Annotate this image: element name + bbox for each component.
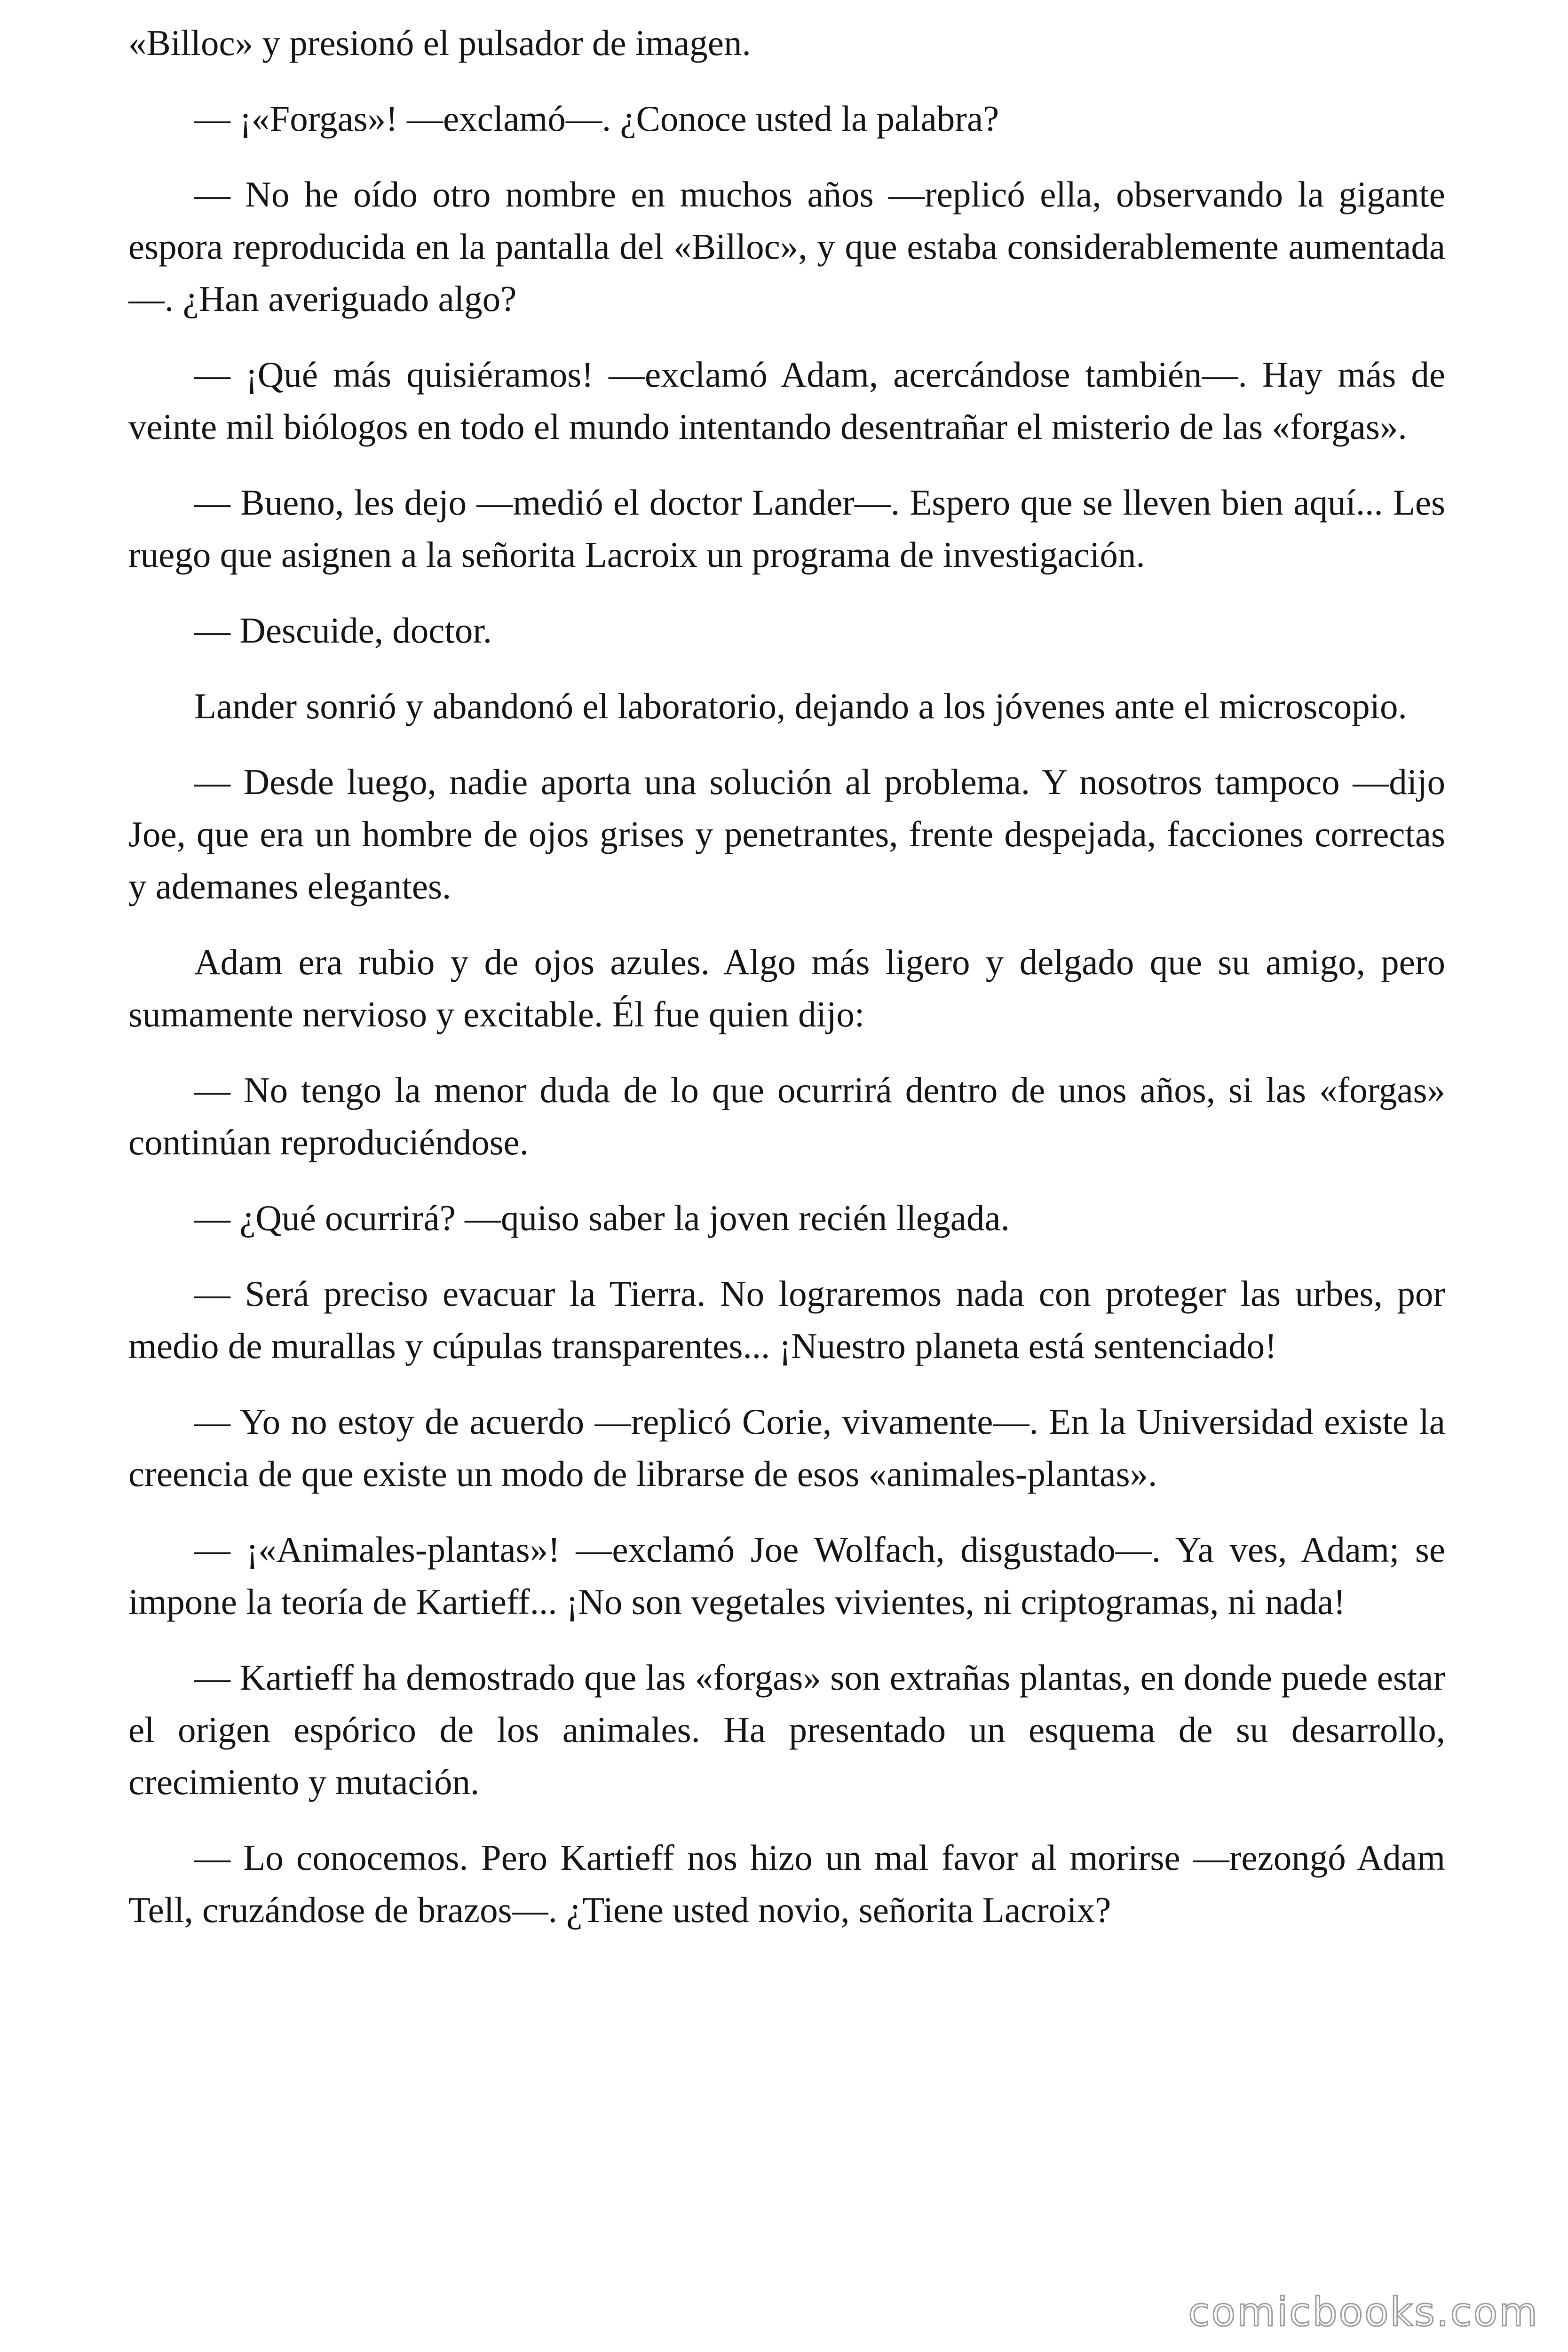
paragraph: — Lo conocemos. Pero Kartieff nos hizo un mal favor al morirse —rezongó Adam Tell, cruzándose de brazos—. ¿Tiene usted novio, señorita Lacroix?: [128, 1837, 1445, 1930]
paragraph: — Kartieff ha demostrado que las «forgas» son extrañas plantas, en donde puede estar el origen espórico de los animales. Ha presentado un esquema de su desarrollo, crecimiento y mutación.: [128, 1657, 1445, 1802]
paragraph: Adam era rubio y de ojos azules. Algo más ligero y delgado que su amigo, pero sumamente nervioso y excitable. Él fue quien dijo:: [128, 942, 1445, 1034]
paragraph: Lander sonrió y abandonó el laboratorio, dejando a los jóvenes ante el microscopio.: [194, 686, 1407, 726]
paragraph: — Desde luego, nadie aporta una solución al problema. Y nosotros tampoco —dijo Joe, que era un hombre de ojos grises y penetrantes, frente despejada, facciones correctas y ademanes elegantes.: [128, 762, 1445, 906]
body-text: [128, 17, 1445, 1960]
paragraph: — ¡Qué más quisiéramos! —exclamó Adam, acercándose también—. Hay más de veinte mil biólogos en todo el mundo intentando desentrañar el misterio de las «forgas».: [128, 354, 1445, 447]
paragraph-continuation: «Billoc» y presionó el pulsador de imagen.: [128, 23, 751, 63]
paragraph: — Bueno, les dejo —medió el doctor Lander—. Espero que se lleven bien aquí... Les ruego que asignen a la señorita Lacroix un programa de investigación.: [128, 482, 1445, 575]
paragraph: — No tengo la menor duda de lo que ocurrirá dentro de unos años, si las «forgas» continúan reproduciéndose.: [128, 1070, 1445, 1162]
paragraph: — Yo no estoy de acuerdo —replicó Corie, vivamente—. En la Universidad existe la creencia de que existe un modo de librarse de esos «animales-plantas».: [128, 1401, 1445, 1494]
paragraph: — ¡«Forgas»! —exclamó—. ¿Conoce usted la palabra?: [194, 98, 999, 139]
paragraph: — Será preciso evacuar la Tierra. No lograremos nada con proteger las urbes, por medio de murallas y cúpulas transparentes... ¡Nuestro planeta está sentenciado!: [128, 1273, 1445, 1366]
site-watermark: comicbooks.com: [1188, 2289, 1539, 2335]
paragraph: — ¿Qué ocurrirá? —quiso saber la joven recién llegada.: [194, 1198, 1010, 1238]
paragraph: — Descuide, doctor.: [194, 610, 492, 651]
paragraph: — No he oído otro nombre en muchos años —replicó ella, observando la gigante espora reproducida en la pantalla del «Billoc», y que estaba considerablemente aumentada—. ¿Han averiguado algo?: [128, 174, 1445, 319]
paragraph: — ¡«Animales-plantas»! —exclamó Joe Wolfach, disgustado—. Ya ves, Adam; se impone la teoría de Kartieff... ¡No son vegetales vivientes, ni criptogramas, ni nada!: [128, 1529, 1445, 1622]
